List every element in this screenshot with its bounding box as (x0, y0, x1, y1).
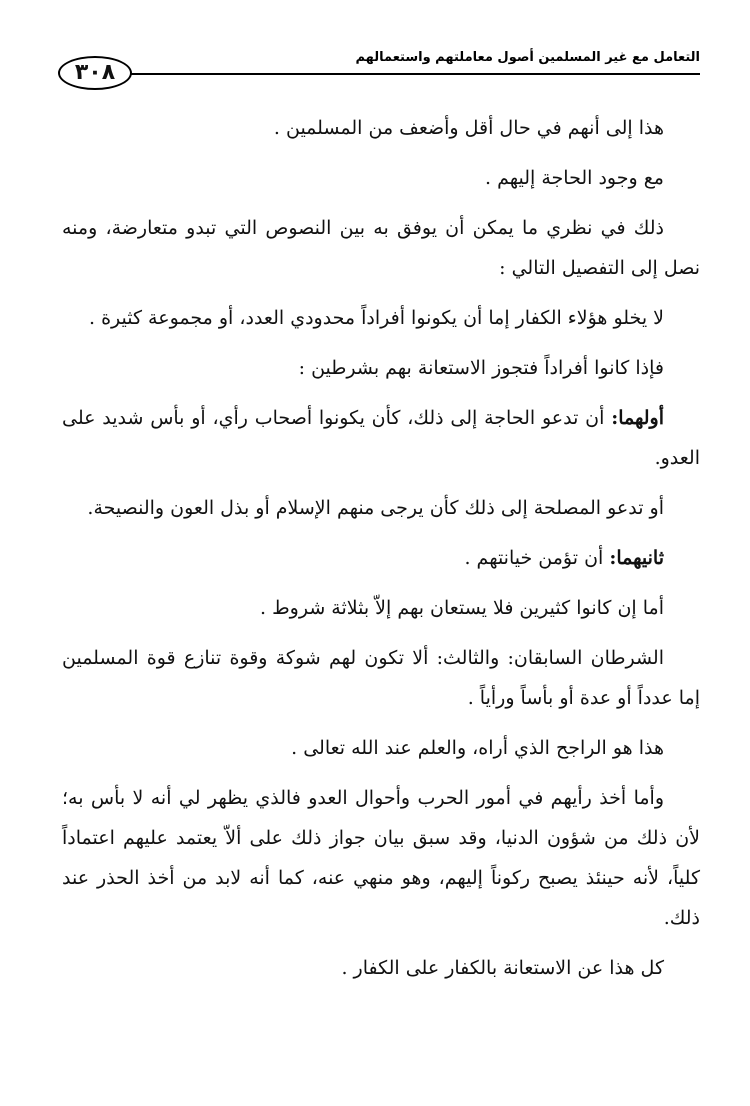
paragraph-4 (62, 298, 700, 338)
paragraph-12 (62, 778, 700, 938)
paragraph-8 (62, 538, 700, 578)
body-text (62, 108, 700, 998)
paragraph-5 (62, 348, 700, 388)
paragraph-text: وأما أخذ رأيهم في أمور الحرب وأحوال العدو فالذي يظهر لي أنه لا بأس به؛ لأن ذلك من شؤون الدنيا، وقد سبق بيان جواز ذلك على ألاّ يعتمد عليهم اعتماداً كلياً، لأنه حينئذ يصبح ركوناً إليهم، وهو منهي عنه، كما أنه لابد من أخذ الحذر عند ذلك. (62, 787, 700, 929)
paragraph-text: ذلك في نظري ما يمكن أن يوفق به بين النصوص التي تبدو متعارضة، ومنه نصل إلى التفصيل التالي : (62, 217, 700, 279)
paragraph-10 (62, 638, 700, 718)
paragraph-text: هذا هو الراجح الذي أراه، والعلم عند الله تعالى . (291, 737, 664, 759)
paragraph-2 (62, 158, 700, 198)
header-rule (120, 73, 700, 75)
paragraph-lead: ثانيهما: (609, 547, 664, 569)
paragraph-text: أن تدعو الحاجة إلى ذلك، كأن يكونوا أصحاب رأي، أو بأس شديد على العدو. (62, 407, 700, 469)
paragraph-text: كل هذا عن الاستعانة بالكفار على الكفار . (341, 957, 664, 979)
paragraph-9 (62, 588, 700, 628)
paragraph-6 (62, 398, 700, 478)
running-title: التعامل مع غير المسلمين أصول معاملتهم واستعمالهم (355, 50, 700, 65)
paragraph-text: أما إن كانوا كثيرين فلا يستعان بهم إلاّ بثلاثة شروط . (260, 597, 664, 619)
paragraph-text: أن تؤمن خيانتهم . (464, 547, 610, 569)
paragraph-7 (62, 488, 700, 528)
paragraph-11 (62, 728, 700, 768)
paragraph-text: أو تدعو المصلحة إلى ذلك كأن يرجى منهم الإسلام أو بذل العون والنصيحة. (87, 497, 664, 519)
paragraph-text: مع وجود الحاجة إليهم . (485, 167, 664, 189)
paragraph-text: فإذا كانوا أفراداً فتجوز الاستعانة بهم بشرطين : (298, 357, 664, 379)
paragraph-text: لا يخلو هؤلاء الكفار إما أن يكونوا أفراداً محدودي العدد، أو مجموعة كثيرة . (88, 307, 664, 329)
paragraph-13 (62, 948, 700, 988)
page-header (58, 48, 700, 98)
paragraph-text: الشرطان السابقان: والثالث: ألا تكون لهم شوكة وقوة تنازع قوة المسلمين إما عدداً أو عدة أو بأساً ورأياً . (62, 647, 700, 709)
paragraph-1 (62, 108, 700, 148)
paragraph-lead: أولهما: (611, 407, 664, 429)
paragraph-3 (62, 208, 700, 288)
paragraph-text: هذا إلى أنهم في حال أقل وأضعف من المسلمين . (273, 117, 664, 139)
page-number: ٣٠٨ (58, 56, 132, 90)
